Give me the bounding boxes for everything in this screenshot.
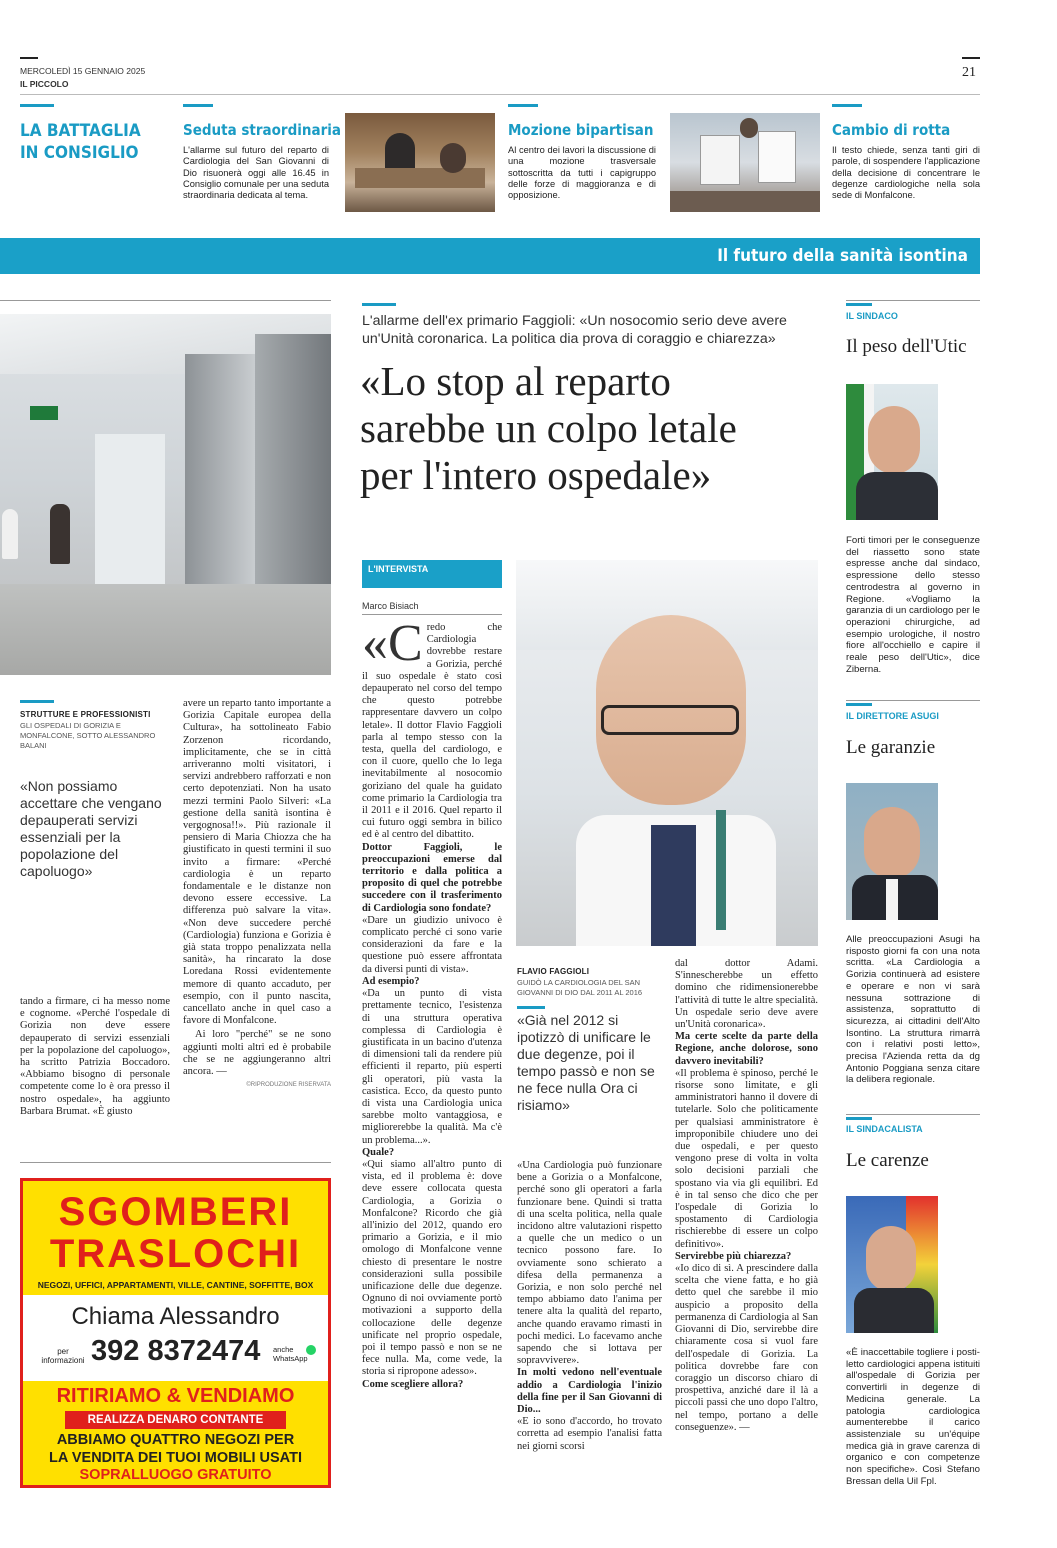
main-accent xyxy=(362,303,396,306)
col1-q3: Quale? xyxy=(362,1146,395,1158)
faggioli-caption-sub: GUIDÒ LA CARDIOLOGIA DEL SAN GIOVANNI DI DIO DAL 2011 AL 2016 xyxy=(517,978,643,997)
header-rule-right xyxy=(962,57,980,59)
ad-traslochi: TRASLOCHI xyxy=(49,1232,302,1276)
col3-q1: Ma certe scelte da parte della Regione, anche dolorose, sono davvero inevitabili? xyxy=(675,1031,818,1067)
strip-item3-heading: Cambio di rotta xyxy=(832,121,951,139)
main-col3 xyxy=(675,958,818,1434)
ad-sgomberi: SGOMBERI xyxy=(58,1190,293,1234)
left-photo-caption-sub: GLI OSPEDALI DI GORIZIA E MONFALCONE, SOTTO ALESSANDRO BALANI xyxy=(20,721,156,750)
col1-p2: «Dare un giudizio univoco è complicato perché ci sono varie considerazioni da fare e la questione può essere affrontata da diversi punti di vista». xyxy=(362,914,502,975)
page-number: 21 xyxy=(962,65,976,80)
director-photo xyxy=(846,783,938,920)
col1-p1: redo che Cardiologia dovrebbe restare a Gorizia, perché il suo ospedale è stato così depauperato nel corso del tempo che questo potrebbe rappresentare davvero un colpo letale». Il dottor Flavio Faggioli parla al tempo stesso con la testa, quella del cardiologo, e con il cuore, quello che lo lega inevitabilmente al nosocomio goriziano del quale ha guidato come primario la Cardiologia tra il 2011 e il 2016. Quel reparto il cui futuro oggi sembra in bilico ed è al centro del dibattito. xyxy=(362,622,502,841)
strip-item2-heading: Mozione bipartisan xyxy=(508,121,654,139)
strip-item1-accent xyxy=(183,104,213,107)
header-paper: IL PICCOLO xyxy=(20,79,69,89)
interview-tag: L'INTERVISTA xyxy=(368,564,429,574)
sidebar2-accent xyxy=(846,703,872,706)
ad-abbiamo1: ABBIAMO QUATTRO NEGOZI PER xyxy=(56,1432,295,1448)
sidebar-rule-3 xyxy=(846,1114,980,1115)
strip-accent xyxy=(20,104,54,107)
ad-phone: 392 8372474 xyxy=(91,1335,261,1367)
strip-item1-text: L'allarme sul futuro del reparto di Cardiologia del San Giovanni di Dio risuonerà oggi alle 16.45 in Consiglio comunale per una seduta straordinaria dedicata al tema. xyxy=(183,145,329,201)
sidebar-rule-2 xyxy=(846,700,980,701)
strip-item2-accent xyxy=(508,104,538,107)
strip-item1-heading: Seduta straordinaria xyxy=(183,121,341,139)
moving-ad xyxy=(20,1178,331,1488)
ad-services: NEGOZI, UFFICI, APPARTAMENTI, VILLE, CANTINE, SOFFITTE, BOX xyxy=(37,1280,314,1290)
section-band xyxy=(0,238,980,274)
ad-whatsapp: anche WhatsApp xyxy=(273,1345,308,1363)
sidebar1-text: Forti timori per le conseguenze del riassetto sono state espresse anche dal sindaco, espressione dello stesso centrodestra al governo in Regione. «Vogliamo la garanzia di un cardiologo per le operazioni chirurgiche, ad esempio urologiche, il nostro fiore all'occhiello e capire il reale peso dell'Utic», dice Ziberna. xyxy=(846,535,980,675)
sidebar3-title: Le carenze xyxy=(846,1150,929,1171)
col1-q1: Dottor Faggioli, le preoccupazioni emerse dal territorio e dalla politica a proposito di quel che potrebbe succedere con il trasferimento di Cardiologia sono fondate? xyxy=(362,841,502,914)
author: Marco Bisiach xyxy=(362,601,419,611)
col1-q4: Come scegliere allora? xyxy=(362,1378,464,1390)
strip-title xyxy=(20,120,141,164)
headline-line3: per l'intero ospedale» xyxy=(360,452,712,498)
left-caption-accent xyxy=(20,700,54,703)
left-pull-quote: «Non possiamo accettare che vengano depauperati servizi essenziali per la popolazione del capoluogo» xyxy=(20,778,162,879)
sidebar2-tag: IL DIRETTORE ASUGI xyxy=(846,711,939,721)
headline-line1: «Lo stop al reparto xyxy=(360,358,671,404)
left-body-col2-text: avere un reparto tanto importante a Gorizia Capitale europea della Cultura», ha sottolineato Fabio Zorzenon ricordando, implicitamente, che se in città arriveranno molti visitatori, i servizi andrebbero rafforzati e non certo depotenziati. Non ha usato mezzi termini Paolo Silveri: «La gestione della sanità isontina è vergognosa!!». Più razionale il pensiero di Maria Chiozza che ha giustificato in questi termini il suo invito a firmare: «Perché cardiologia è un reparto fondamentale e le distanze non devono essere eccessive. La differenza può salvare la vita». «Non deve succedere perché (Cardiologia) funziona e Gorizia è già stata troppo penalizzata nella sanità», ha rincarato la dose Loredana Rossi evidentemente memore di quanto accaduto, per esempio, con il punto nascita, cancellato anche in quel caso a favore di Monfalcone. xyxy=(183,698,331,1027)
header-divider xyxy=(20,94,980,95)
section-band-title: Il futuro della sanità isontina xyxy=(717,246,968,266)
sidebar1-tag: IL SINDACO xyxy=(846,311,898,321)
hospital-corridor-photo xyxy=(0,314,331,675)
col2-p2: «E io sono d'accordo, ho trovato corretta ad esempio l'analisi fatta nei giorni scorsi xyxy=(517,1416,662,1452)
sidebar1-accent xyxy=(846,303,872,306)
faggioli-caption-title: FLAVIO FAGGIOLI xyxy=(517,967,590,976)
sidebar3-tag: IL SINDACALISTA xyxy=(846,1124,923,1134)
main-quote-accent xyxy=(517,1006,545,1009)
sidebar3-text: «È inaccettabile togliere i posti-letto cardiologici appena istituiti all'ospedale di Gorizia per convertirli in degenze di Medicina generale. La patologia cardiologica aumenterebbe il carico assistenziale su un'équipe medica già in grave carenza di organico e con competenze non specifiche». Così Stefano Bressan della Uil Fpl. xyxy=(846,1347,980,1487)
left-top-rule xyxy=(0,300,331,301)
sidebar1-title: Il peso dell'Utic xyxy=(846,336,967,357)
main-subhead: L'allarme dell'ex primario Faggioli: «Un nosocomio serio deve avere un'Unità coronarica. La politica dia prova di coraggio e chiarezza» xyxy=(362,313,787,347)
col3-p2: «Il problema è spinoso, perché le risorse sono limitate, e gli amministratori hanno il dovere di tutelarle. Solo che politicamente per qualsiasi amministratore è improponibile chiudere uno dei due ospedali, e per questo vengono prese di volta in volta solo decisioni parziali che spostano via via gli equilibri. Ed è in tal senso che dico che per l'ospedale di Gorizia lo spostamento di Cardiologia rischierebbe di essere un colpo definitivo». xyxy=(675,1067,818,1250)
protest-photo xyxy=(670,113,820,212)
col2-q1: In molti vedono nell'eventuale addio a Cardiologia l'inizio della fine per il San Giovanni di Dio... xyxy=(517,1367,662,1416)
strip-item2-text: Al centro dei lavori la discussione di una mozione trasversale sottoscritta da tutti i capigruppo delle forze di maggioranza e di opposizione. xyxy=(508,145,656,201)
strip-item3-accent xyxy=(832,104,862,107)
left-photo-caption-title: STRUTTURE E PROFESSIONISTI xyxy=(20,710,151,719)
sidebar-rule-1 xyxy=(846,300,980,301)
ad-call: Chiama Alessandro xyxy=(71,1303,280,1330)
drop-cap: «C xyxy=(362,615,423,672)
header-date: MERCOLEDÌ 15 GENNAIO 2025 xyxy=(20,66,146,76)
sidebar2-title: Le garanzie xyxy=(846,737,936,758)
ad-per-info: per informazioni xyxy=(41,1347,85,1365)
ad-top-rule xyxy=(20,1162,331,1163)
whatsapp-icon xyxy=(306,1345,316,1355)
left-body-col2 xyxy=(183,698,331,1092)
unionist-photo xyxy=(846,1196,938,1333)
strip-title-line2: IN CONSIGLIO xyxy=(20,143,139,163)
main-pull-quote: «Già nel 2012 si ipotizzò di unificare le due degenze, poi il tempo passò e non se ne fece nulla Ora ci risiamo» xyxy=(517,1012,655,1113)
col3-p3: «Io dico di sì. A prescindere dalla scelta che viene fatta, e ho già detto quel che sarebbe il mio auspicio a proposito della permanenza di Cardiologia al San Giovanni di Dio, servirebbe dire chiaramente cosa si vuol fare dell'ospedale di Gorizia. La politica dovrebbe fare con coraggio un discorso chiaro di prospettiva, anziché dare il là a piccoli passi che uno dopo l'altro, nel tempo, portano a delle conseguenze». — xyxy=(675,1263,818,1433)
main-headline xyxy=(360,358,830,499)
council-photo xyxy=(345,113,495,212)
ad-ritiriamo: RITIRIAMO & VENDIAMO xyxy=(56,1385,295,1407)
col3-p1: dal dottor Adami. S'innescherebbe un effetto domino che ridimensionerebbe l'attività di tutte le altre specialità. Un ospedale serio deve avere un'Unità coronarica». xyxy=(675,958,818,1031)
main-col1 xyxy=(362,615,502,1391)
headline-line2: sarebbe un colpo letale xyxy=(360,405,737,451)
main-col2 xyxy=(517,1160,662,1453)
ad-realizza: REALIZZA DENARO CONTANTE xyxy=(87,1414,264,1426)
ad-abbiamo2: LA VENDITA DEI TUOI MOBILI USATI xyxy=(49,1450,302,1466)
ad-sopralluogo: SOPRALLUOGO GRATUITO xyxy=(79,1467,272,1483)
col2-p1: «Una Cardiologia può funzionare bene a Gorizia o a Monfalcone, perché sono gli operatori a farla funzionare bene. Quindi si tratta di una scelta politica, nella quale incidono altre valutazioni rispetto a quelle che un medico o un tecnico possono fare. Io ovviamente sono schierato a difesa della permanenza a Gorizia, e non solo perché nel tempo abbiamo dato l'anima per tenere alta la qualità del reparto, anche quando eravamo rimasti in pochi medici. Lo facevamo anche sapendo che si lottava per sopravvivere». xyxy=(517,1160,662,1367)
strip-title-line1: LA BATTAGLIA xyxy=(20,121,141,141)
ad-realizza-box xyxy=(65,1411,286,1429)
sidebar3-accent xyxy=(846,1117,872,1120)
interview-tag-box xyxy=(362,560,502,588)
mayor-photo xyxy=(846,384,938,520)
col1-p3: «Da un punto di vista prettamente tecnico, l'esistenza di una struttura operativa complessa di Cardiologia è giustificata in un bacino d'utenza di dimensioni tali da rendere più efficienti il reparto, più esperti gli operatori, più vasta la casistica. Ecco, da questo punto di vista una Cardiologia unica sarebbe molto vantaggiosa, e migliorerebbe la qualità. Ma c'è un problema...». xyxy=(362,988,502,1146)
left-body-col2-text2: Ai loro "perché" se ne sono aggiunti molti altri ed è probabile che se ne aggiungeranno altri ancora. — xyxy=(183,1029,331,1078)
ad-white-box xyxy=(23,1295,328,1381)
left-body-col1: tando a firmare, ci ha messo nome e cognome. «Perché l'ospedale di Gorizia non deve essere depauperato di servizi essenziali per la popolazione del capoluogo», ha scritto Patrizia Boccadoro. «Abbiamo bisogno di personale competente come lo è ora presso il nostro ospedale», ha aggiunto Barbara Brumat. «È giusto xyxy=(20,996,170,1117)
faggioli-photo xyxy=(516,560,818,946)
header-rule-left xyxy=(20,57,38,59)
strip-item3-text: Il testo chiede, senza tanti giri di parole, di sospendere l'applicazione della decisione di concentrare le degenze cardiologiche nella sola sede di Monfalcone. xyxy=(832,145,980,201)
col1-p4: «Qui siamo all'altro punto di vista, ed il problema è: dove deve essere collocata questa Cardiologia, a Gorizia o Monfalcone? Ricordo che già all'inizio del 2012, quando ero primario a Gorizia, e il mio omologo di Monfalcone venne chiesto di presentare le nostre considerazioni sulla possibile unificazione delle due degenze. Ognuno di noi ovviamente portò motivazioni a supporto della collocazione delle degenze unificate nel proprio ospedale, poi il tempo passò e non se ne fece nulla. Ma, come vede, la storia si ripropone adesso». xyxy=(362,1158,502,1378)
col3-q2: Servirebbe più chiarezza? xyxy=(675,1250,792,1262)
left-copyright: ©RIPRODUZIONE RISERVATA xyxy=(246,1082,331,1089)
sidebar2-text: Alle preoccupazioni Asugi ha risposto giorni fa con una nota scritta. «La Cardiologia a Gorizia continuerà ad esistere e operare e non vi sarà nessuna sottrazione di assistenza, soprattutto di sicurezza, ai cittadini dell'Alto Isontino. La struttura rimarrà con i relativi posti letto», precisa l'Azienda retta da dg Antonio Poggiana senza citare la delibera regionale. xyxy=(846,934,980,1086)
col1-q2: Ad esempio? xyxy=(362,975,420,987)
